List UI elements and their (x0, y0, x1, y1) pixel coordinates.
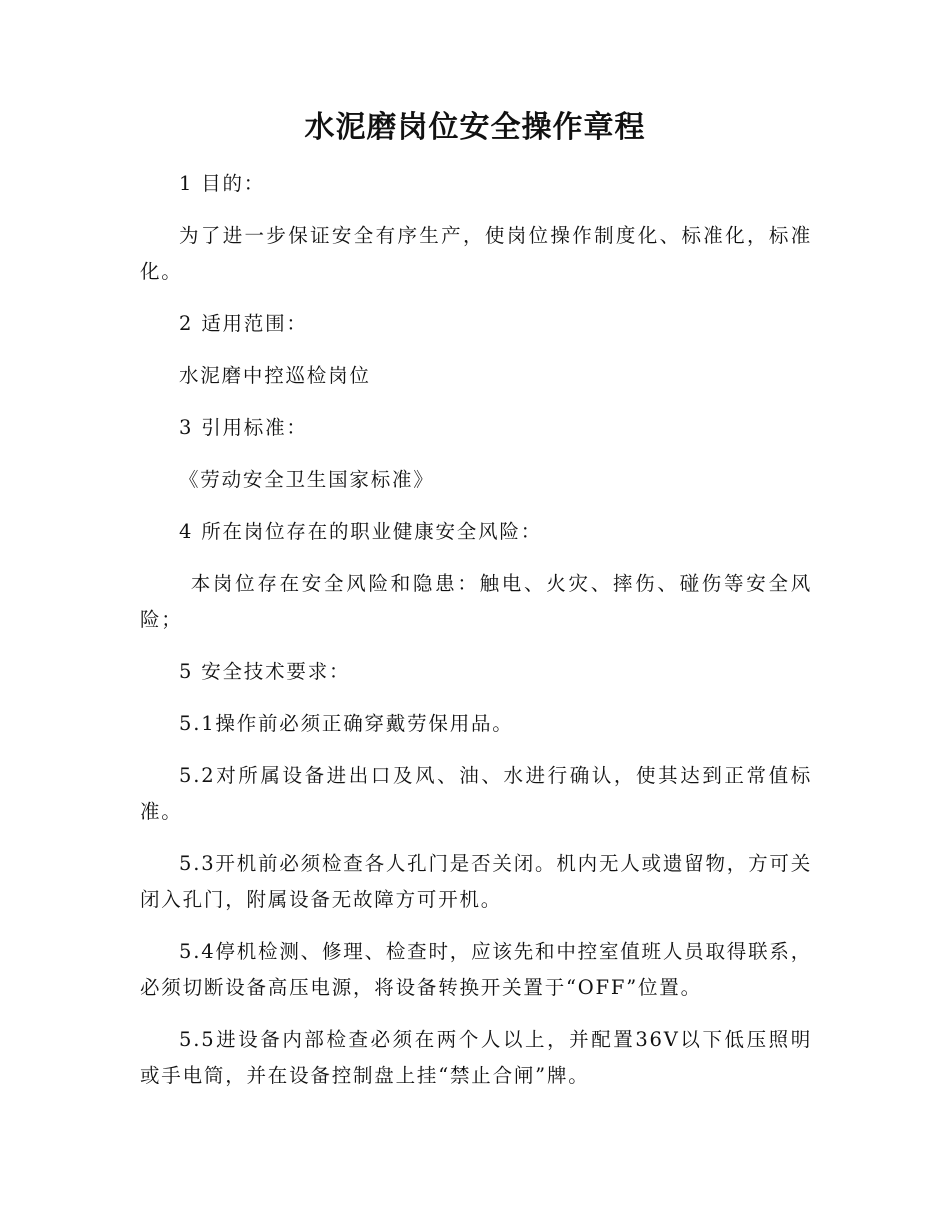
paragraph-risks: 本岗位存在安全风险和隐患：触电、火灾、摔伤、碰伤等安全风险； (140, 572, 812, 631)
requirement-item: 5.2对所属设备进出口及风、油、水进行确认，使其达到正常值标准。 (140, 764, 812, 823)
paragraph-scope: 水泥磨中控巡检岗位 (179, 364, 371, 387)
paragraph-standards: 《劳动安全卫生国家标准》 (179, 468, 435, 491)
requirement-item: 5.5进设备内部检查必须在两个人以上，并配置36V以下低压照明或手电筒，并在设备控制盘上挂“禁止合闸”牌。 (140, 1028, 812, 1087)
document-title: 水泥磨岗位安全操作章程 (304, 110, 646, 145)
section-heading-scope: 2 适用范围： (179, 312, 308, 335)
section-heading-risks: 4 所在岗位存在的职业健康安全风险： (179, 520, 543, 543)
requirement-item: 5.4停机检测、修理、检查时，应该先和中控室值班人员取得联系，必须切断设备高压电源，将设备转换开关置于“OFF”位置。 (140, 940, 812, 999)
section-heading-standards: 3 引用标准： (179, 416, 308, 439)
section-heading-purpose: 1 目的： (179, 172, 266, 195)
requirement-item: 5.1操作前必须正确穿戴劳保用品。 (179, 712, 514, 735)
requirement-item: 5.3开机前必须检查各人孔门是否关闭。机内无人或遗留物，方可关闭入孔门，附属设备无故障方可开机。 (140, 852, 812, 911)
paragraph-purpose: 为了进一步保证安全有序生产，使岗位操作制度化、标准化，标准化。 (140, 224, 812, 283)
section-heading-requirements: 5 安全技术要求： (179, 660, 351, 683)
document-body (140, 166, 812, 1110)
